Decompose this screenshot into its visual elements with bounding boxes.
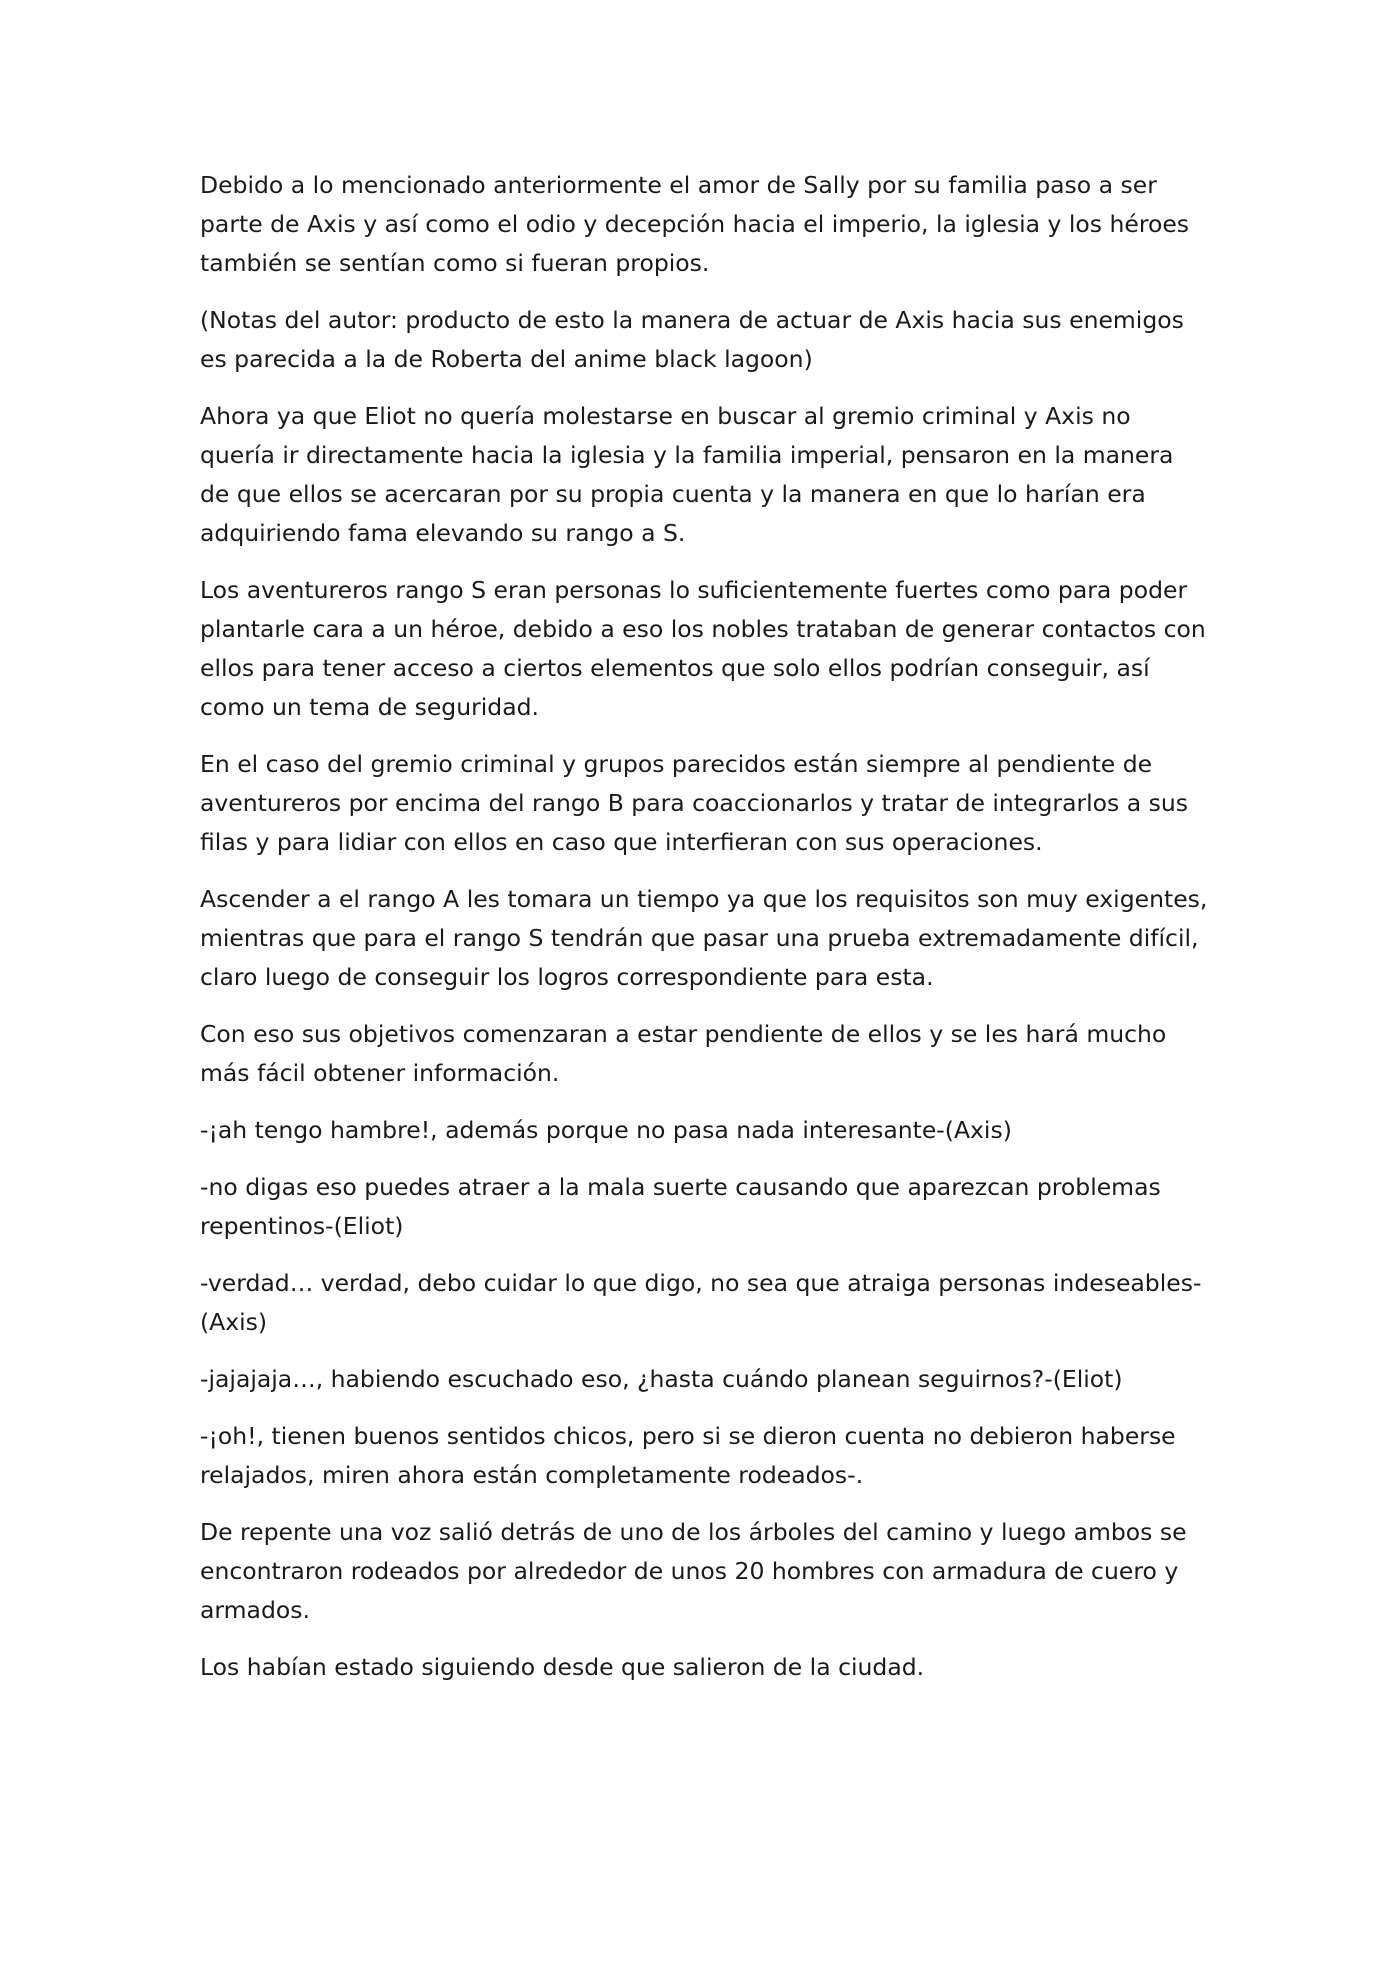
paragraph-1: Debido a lo mencionado anteriormente el amor de Sally por su familia paso a ser parte de Axis y así como el odio y decepción hacia el imperio, la iglesia y los héroes también se sentían como si fueran propios. bbox=[200, 171, 1190, 277]
dialogue-line-5: -¡oh!, tienen buenos sentidos chicos, pero si se dieron cuenta no debieron haberse relajados, miren ahora están completamente rodeados-. bbox=[200, 1422, 1176, 1489]
paragraph-9: Los habían estado siguiendo desde que salieron de la ciudad. bbox=[200, 1653, 925, 1681]
dialogue-line-4: -jajajaja…, habiendo escuchado eso, ¿hasta cuándo planean seguirnos?-(Eliot) bbox=[200, 1365, 1123, 1393]
paragraph-3: Ahora ya que Eliot no quería molestarse en buscar al gremio criminal y Axis no quería ir directamente hacia la iglesia y la familia imperial, pensaron en la manera de que ellos se acercaran por su propia cuenta y la manera en que lo harían era adquiriendo fama elevando su rango a S. bbox=[200, 402, 1174, 547]
paragraph-8: De repente una voz salió detrás de uno de los árboles del camino y luego ambos se encontraron rodeados por alrededor de unos 20 hombres con armadura de cuero y armados. bbox=[200, 1518, 1187, 1624]
dialogue-line-2: -no digas eso puedes atraer a la mala suerte causando que aparezcan problemas repentinos-(Eliot) bbox=[200, 1173, 1161, 1240]
document-page bbox=[200, 166, 1210, 1705]
paragraph-5: En el caso del gremio criminal y grupos parecidos están siempre al pendiente de aventureros por encima del rango B para coaccionarlos y tratar de integrarlos a sus filas y para lidiar con ellos en caso que interfieran con sus operaciones. bbox=[200, 750, 1189, 856]
paragraph-7: Con eso sus objetivos comenzaran a estar pendiente de ellos y se les hará mucho más fácil obtener información. bbox=[200, 1020, 1167, 1087]
paragraph-2: (Notas del autor: producto de esto la manera de actuar de Axis hacia sus enemigos es parecida a la de Roberta del anime black lagoon) bbox=[200, 306, 1184, 373]
dialogue-line-3: -verdad… verdad, debo cuidar lo que digo, no sea que atraiga personas indeseables-(Axis) bbox=[200, 1269, 1202, 1336]
paragraph-6: Ascender a el rango A les tomara un tiempo ya que los requisitos son muy exigentes, mientras que para el rango S tendrán que pasar una prueba extremadamente difícil, claro luego de conseguir los logros correspondiente para esta. bbox=[200, 885, 1208, 991]
paragraph-4: Los aventureros rango S eran personas lo suficientemente fuertes como para poder plantarle cara a un héroe, debido a eso los nobles trataban de generar contactos con ellos para tener acceso a ciertos elementos que solo ellos podrían conseguir, así como un tema de seguridad. bbox=[200, 576, 1206, 721]
dialogue-line-1: -¡ah tengo hambre!, además porque no pasa nada interesante-(Axis) bbox=[200, 1116, 1012, 1144]
